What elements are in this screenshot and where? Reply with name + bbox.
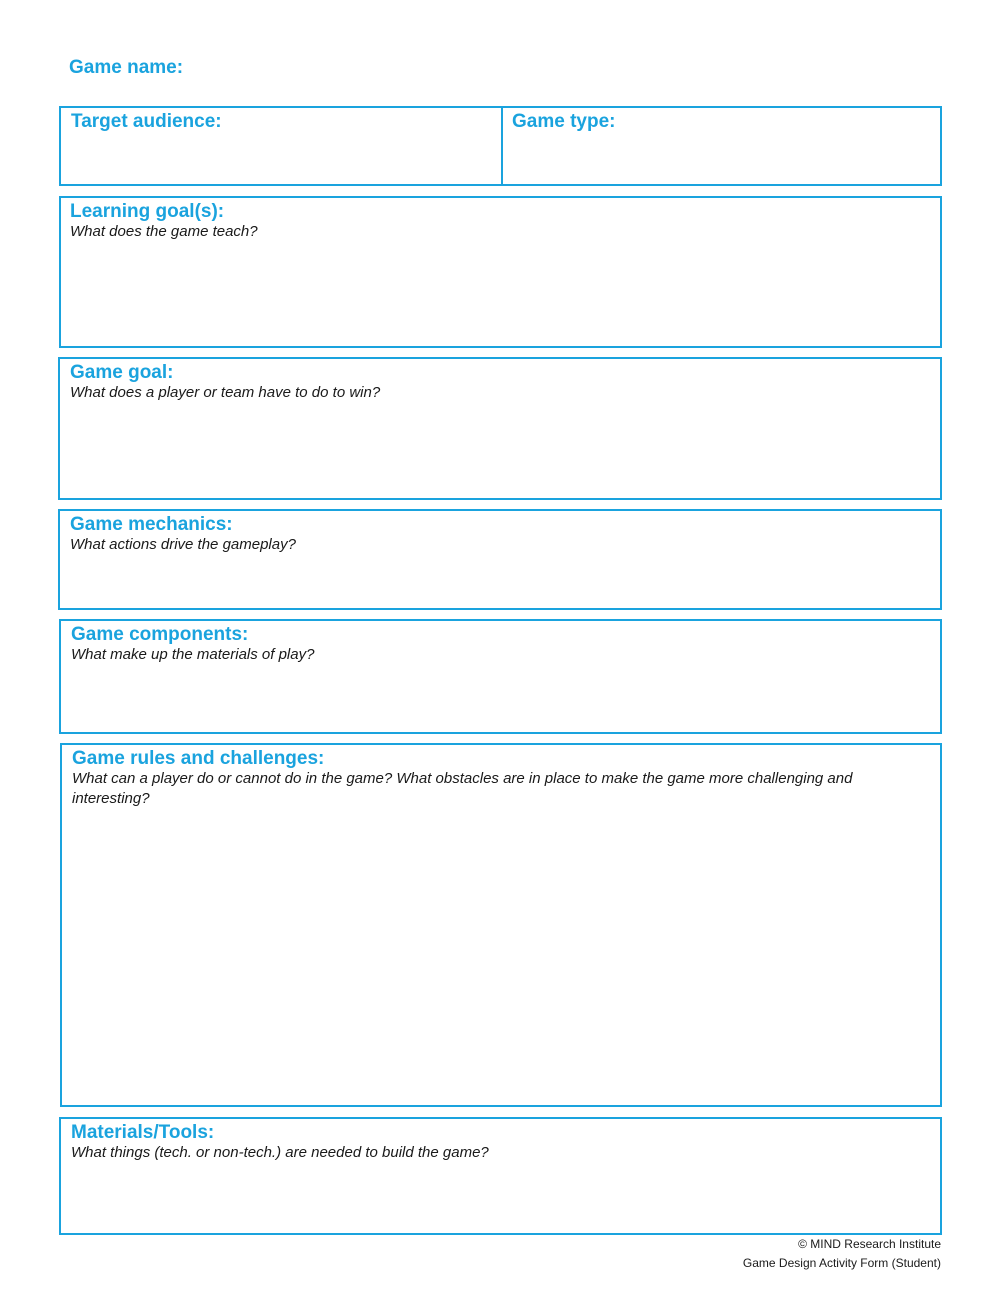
learning-goals-label: Learning goal(s): — [70, 201, 225, 222]
learning-goals-field[interactable] — [61, 246, 940, 346]
game-rules-box — [60, 743, 942, 1107]
target-audience-field[interactable] — [61, 136, 499, 184]
audience-type-row — [59, 106, 942, 186]
game-type-label: Game type: — [512, 111, 616, 132]
materials-tools-box — [59, 1117, 942, 1235]
game-goal-field[interactable] — [60, 407, 940, 498]
game-rules-label: Game rules and challenges: — [72, 748, 325, 769]
game-mechanics-field[interactable] — [60, 559, 940, 608]
game-components-box — [59, 619, 942, 734]
game-goal-label: Game goal: — [70, 362, 174, 383]
game-mechanics-box — [58, 509, 942, 610]
target-audience-label: Target audience: — [71, 111, 222, 132]
row-divider — [501, 108, 503, 184]
game-components-label: Game components: — [71, 624, 249, 645]
game-goal-prompt: What does a player or team have to do to win? — [70, 384, 381, 401]
game-mechanics-prompt: What actions drive the gameplay? — [70, 536, 296, 553]
game-mechanics-label: Game mechanics: — [70, 514, 233, 535]
game-components-field[interactable] — [61, 669, 940, 732]
game-type-field[interactable] — [504, 136, 940, 184]
game-goal-box — [58, 357, 942, 500]
materials-tools-label: Materials/Tools: — [71, 1122, 215, 1143]
game-name-label: Game name: — [69, 57, 184, 78]
materials-tools-prompt: What things (tech. or non-tech.) are needed to build the game? — [71, 1144, 489, 1161]
game-components-prompt: What make up the materials of play? — [71, 646, 315, 663]
copyright-notice: © MIND Research Institute — [798, 1237, 941, 1251]
materials-tools-field[interactable] — [61, 1167, 940, 1233]
learning-goals-prompt: What does the game teach? — [70, 223, 258, 240]
game-rules-prompt: What can a player do or cannot do in the game? What obstacles are in place to make the game more challenging and interesting? — [72, 770, 853, 807]
game-rules-field[interactable] — [62, 813, 940, 1105]
learning-goals-box — [59, 196, 942, 348]
form-title-footer: Game Design Activity Form (Student) — [742, 1256, 941, 1270]
